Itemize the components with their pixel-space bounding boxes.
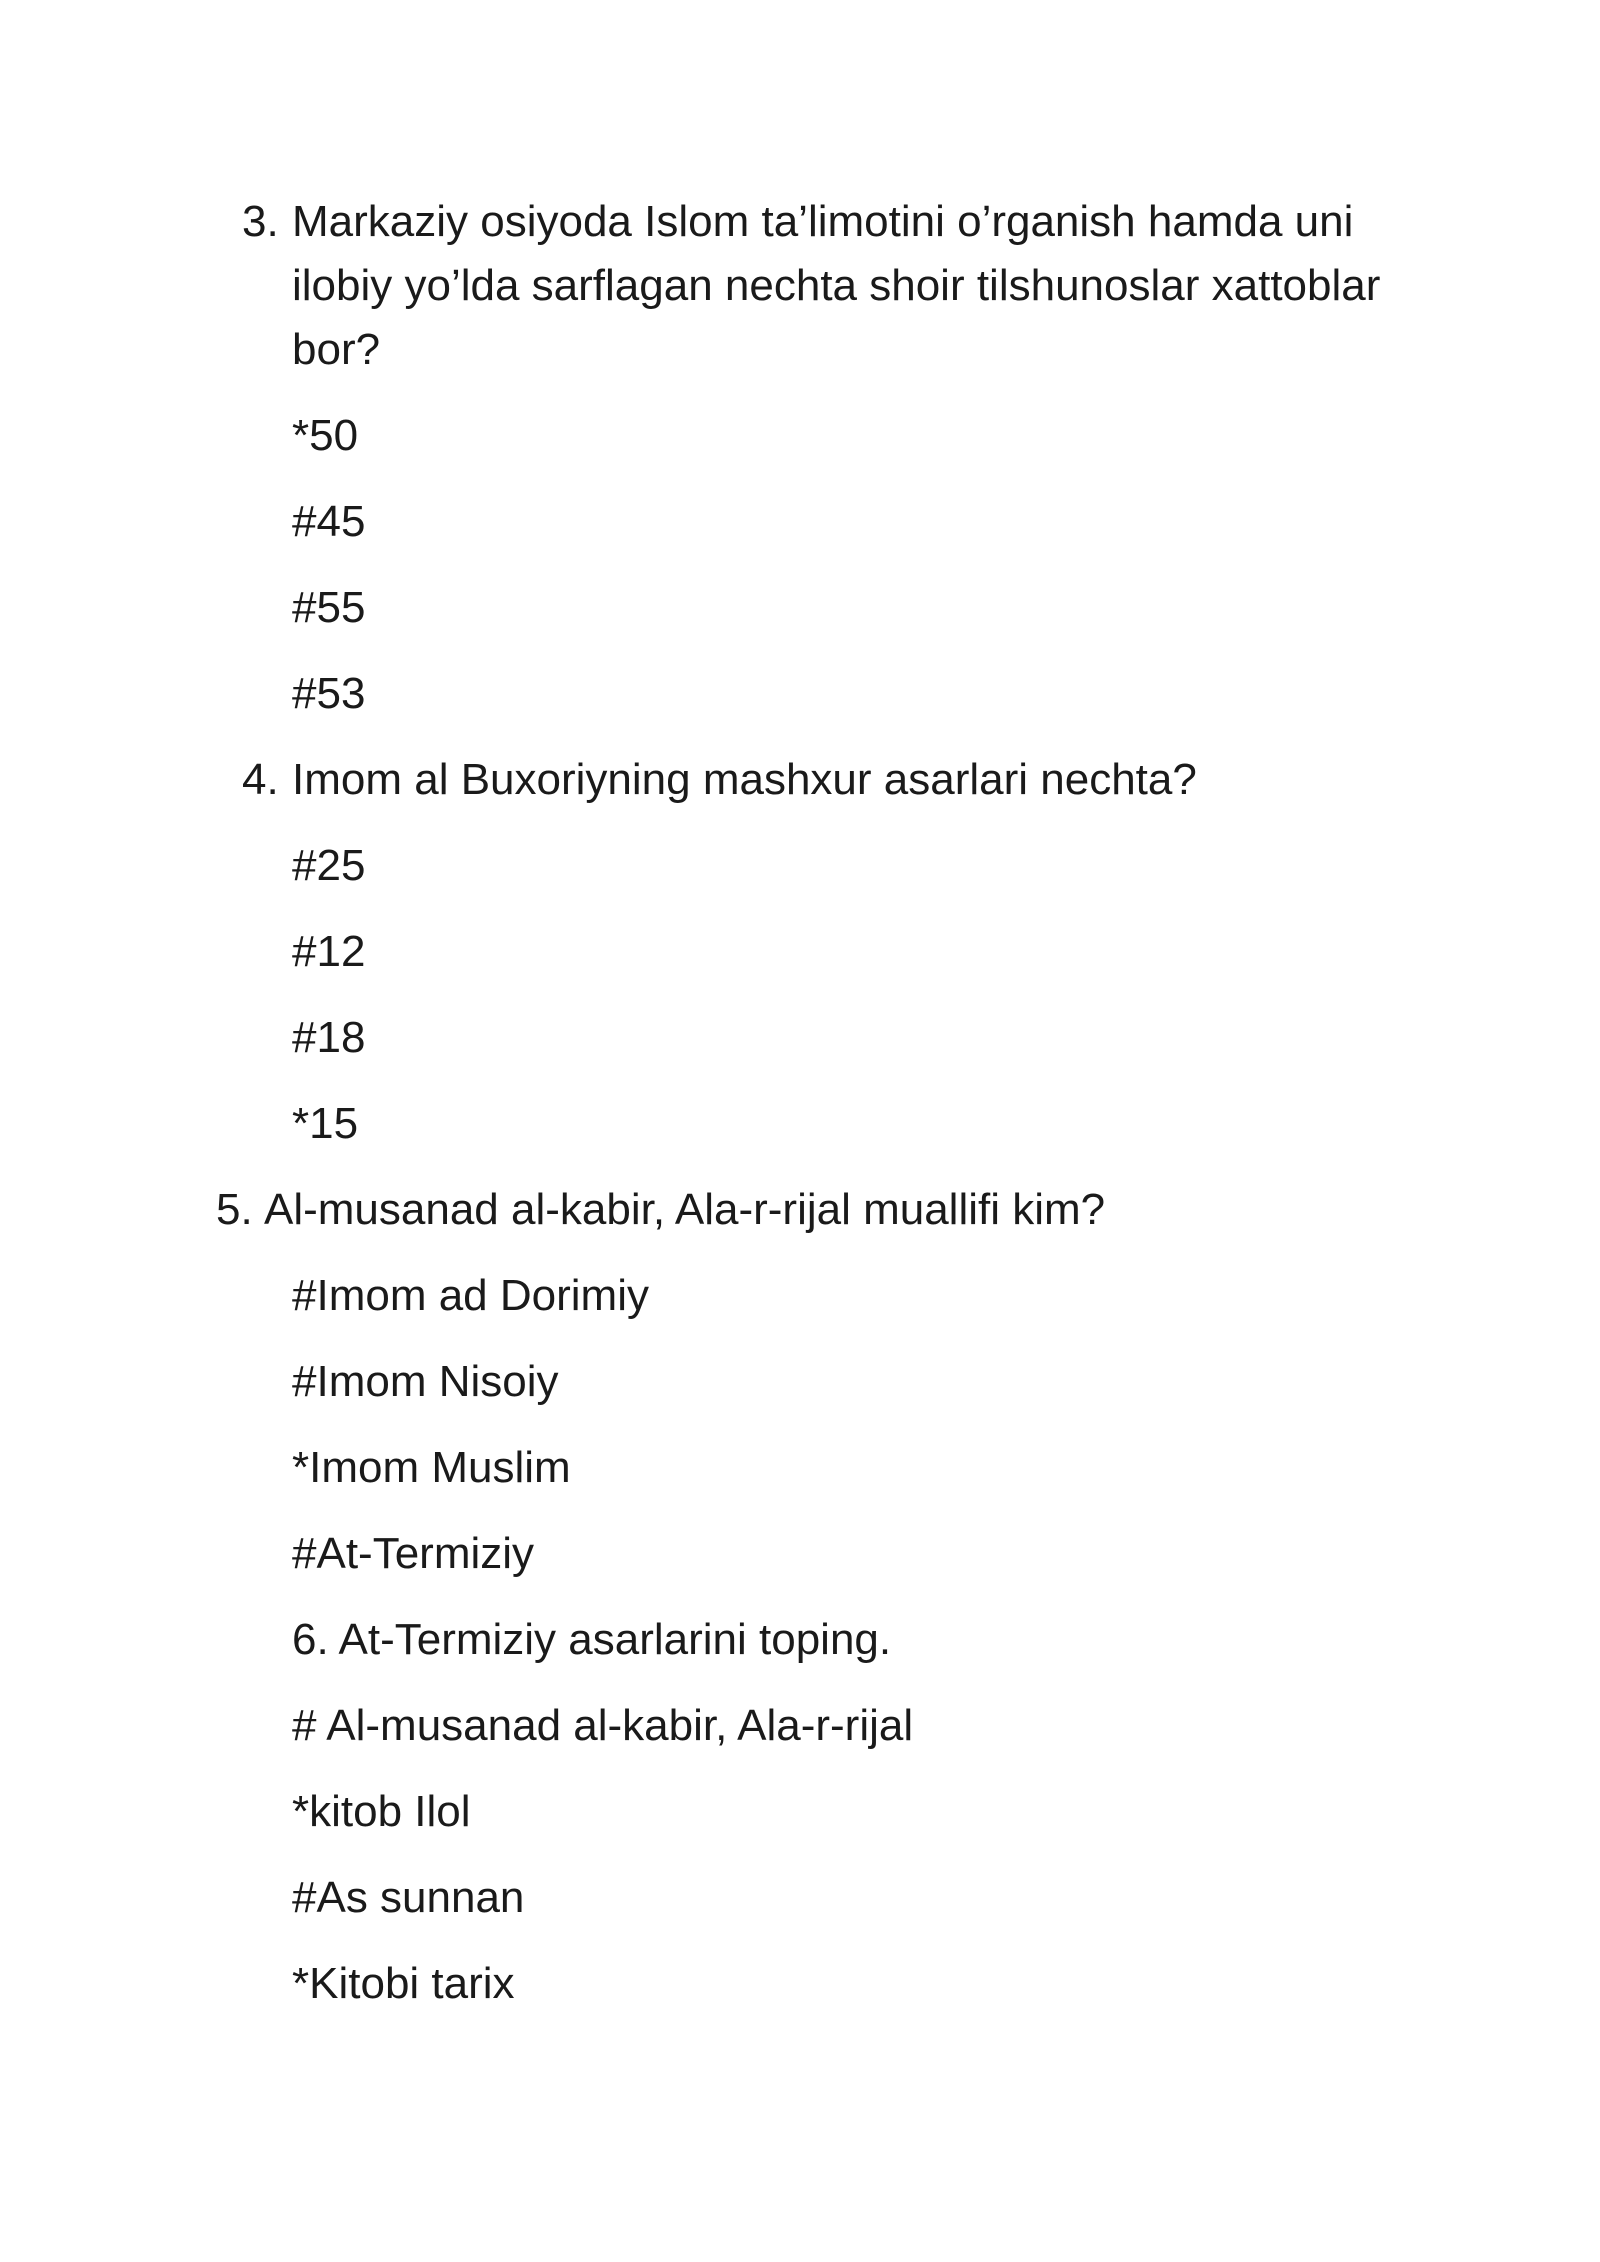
question-3-number: 3. bbox=[242, 197, 279, 246]
question-6-option-3: #As sunnan bbox=[292, 1873, 525, 1922]
question-4-option-3: #18 bbox=[292, 1013, 366, 1062]
question-4-number: 4. bbox=[242, 755, 279, 804]
question-5-option-2: #Imom Nisoiy bbox=[292, 1357, 559, 1406]
question-3-option-3: #55 bbox=[292, 583, 366, 632]
question-4-option-4: *15 bbox=[292, 1099, 359, 1148]
question-3-option-1: *50 bbox=[292, 411, 359, 460]
question-5-number: 5. bbox=[216, 1185, 253, 1234]
question-5-option-3: *Imom Muslim bbox=[292, 1443, 571, 1492]
question-4-text: Imom al Buxoriyning mashxur asarlari nechta? bbox=[292, 755, 1197, 804]
question-6-option-1: # Al-musanad al-kabir, Ala-r-rijal bbox=[292, 1701, 914, 1750]
question-3-text-line-2: ilobiy yo’lda sarflagan nechta shoir tilshunoslar xattoblar bbox=[292, 261, 1381, 310]
question-3-option-4: #53 bbox=[292, 669, 366, 718]
question-5-option-1: #Imom ad Dorimiy bbox=[292, 1271, 649, 1320]
question-4-option-2: #12 bbox=[292, 927, 366, 976]
question-5-option-4: #At-Termiziy bbox=[292, 1529, 535, 1578]
question-3-option-2: #45 bbox=[292, 497, 366, 546]
question-6-option-4: *Kitobi tarix bbox=[292, 1959, 515, 2008]
question-3-text-line-3: bor? bbox=[292, 325, 381, 374]
question-4-option-1: #25 bbox=[292, 841, 366, 890]
question-3-text-line-1: Markaziy osiyoda Islom ta’limotini o’rganish hamda uni bbox=[292, 197, 1354, 246]
question-6-option-2: *kitob Ilol bbox=[292, 1787, 471, 1836]
question-6-text: 6. At-Termiziy asarlarini toping. bbox=[292, 1615, 892, 1664]
question-5-text: Al-musanad al-kabir, Ala-r-rijal muallifi kim? bbox=[264, 1185, 1106, 1234]
